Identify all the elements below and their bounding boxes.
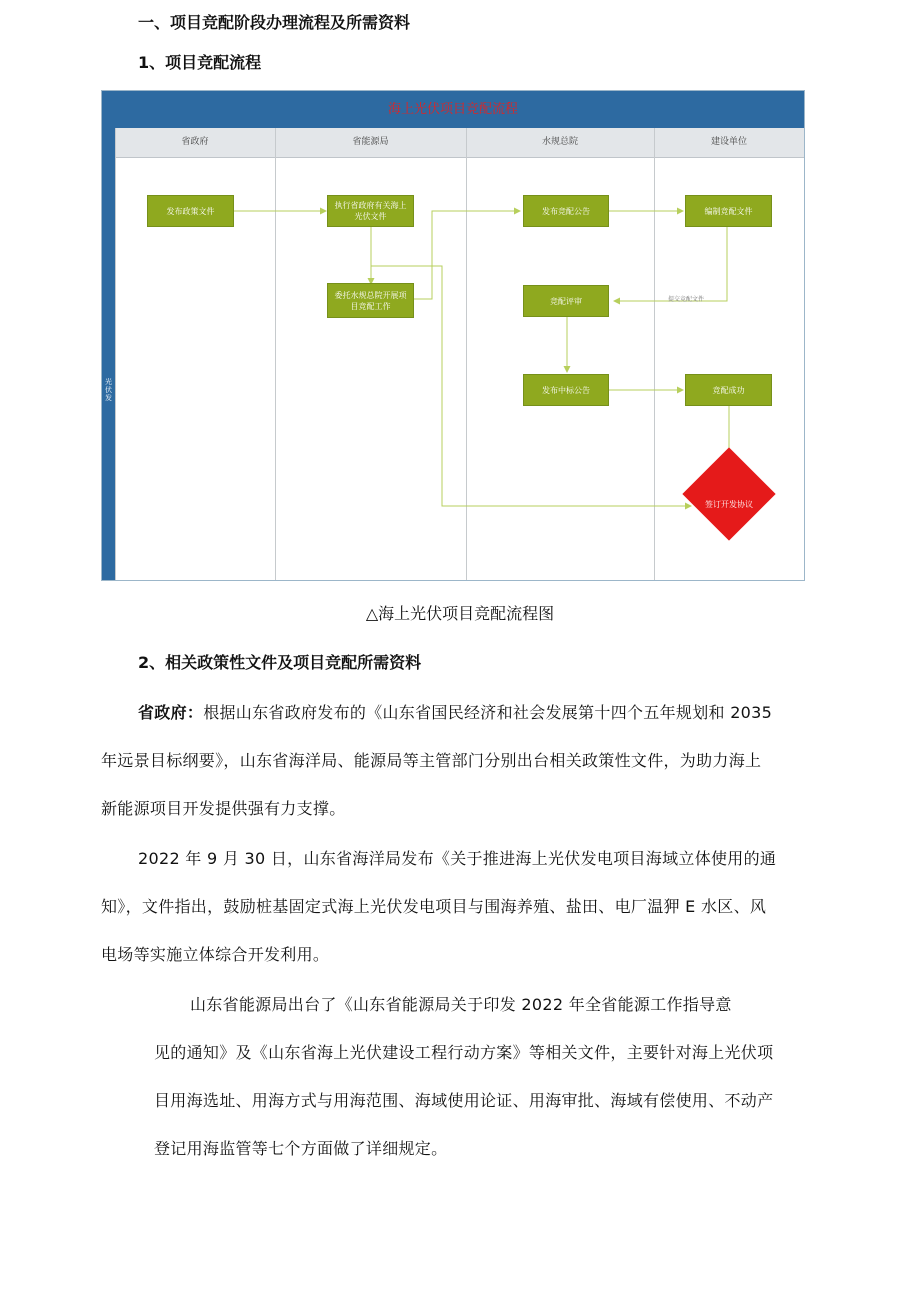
edge-label-submit: 提交竞配文件 — [668, 296, 705, 303]
node-prepare-docs: 编制竞配文件 — [685, 195, 772, 227]
subsection-heading-docs: 2、相关政策性文件及项目竞配所需资料 — [138, 653, 422, 672]
paragraph-lead: 省政府： — [138, 703, 204, 722]
lane-label-energy-bureau: 省能源局 — [352, 137, 389, 147]
lane-label-water-institute: 水规总院 — [541, 137, 578, 147]
flowchart-title: 海上光伏项目竞配流程 — [387, 102, 518, 117]
node-success: 竞配成功 — [685, 374, 772, 406]
flowchart — [101, 90, 805, 581]
paragraph-province-line3: 新能源项目开发提供强有力支撑。 — [101, 799, 346, 818]
figure-caption: △海上光伏项目竞配流程图 — [365, 604, 555, 623]
paragraph-energy-line4: 登记用海监管等七个方面做了详细规定。 — [154, 1139, 448, 1158]
paragraph-ocean-line3: 电场等实施立体综合开发利用。 — [101, 945, 330, 964]
arrow-entrust-to-announce — [414, 211, 520, 299]
lane-label-developer: 建设单位 — [710, 137, 747, 147]
node-execute-policy: 执行省政府有关海上光伏文件 — [327, 195, 414, 227]
paragraph-province-line2: 年远景目标纲要》，山东省海洋局、能源局等主管部门分别出台相关政策性文件，为助力海上 — [101, 751, 762, 770]
paragraph-province-line1 — [138, 700, 772, 723]
paragraph-text: 根据山东省政府发布的《山东省国民经济和社会发展第十四个五年规划和 2035 — [203, 703, 773, 722]
arrow-prepare-to-review — [614, 226, 727, 301]
section-heading: 一、项目竞配阶段办理流程及所需资料 — [138, 13, 411, 32]
node-winner-announcement: 发布中标公告 — [523, 374, 609, 406]
node-entrust-institute: 委托水规总院开展项目竞配工作 — [327, 283, 414, 318]
side-strip-label: 光伏发 — [105, 378, 112, 402]
node-sign-agreement-label: 签订开发协议 — [705, 500, 753, 509]
node-review: 竞配评审 — [523, 285, 609, 317]
paragraph-ocean-line2: 知》，文件指出，鼓励桩基固定式海上光伏发电项目与围海养殖、盐田、电厂温狎 E 水区、风 — [101, 897, 767, 916]
paragraph-energy-line2: 见的通知》及《山东省海上光伏建设工程行动方案》等相关文件，主要针对海上光伏项 — [154, 1043, 774, 1062]
subsection-heading-flow: 1、项目竞配流程 — [138, 53, 262, 72]
paragraph-energy-line1: 山东省能源局出台了《山东省能源局关于印发 2022 年全省能源工作指导意 — [190, 995, 732, 1014]
paragraph-ocean-line1: 2022 年 9 月 30 日，山东省海洋局发布《关于推进海上光伏发电项目海域立体使用的通 — [138, 849, 777, 868]
node-announce: 发布竞配公告 — [523, 195, 609, 227]
paragraph-energy-line3: 目用海选址、用海方式与用海范围、海域使用论证、用海审批、海域有偿使用、不动产 — [154, 1091, 774, 1110]
lane-label-province: 省政府 — [181, 137, 209, 147]
node-issue-policy: 发布政策文件 — [147, 195, 234, 227]
